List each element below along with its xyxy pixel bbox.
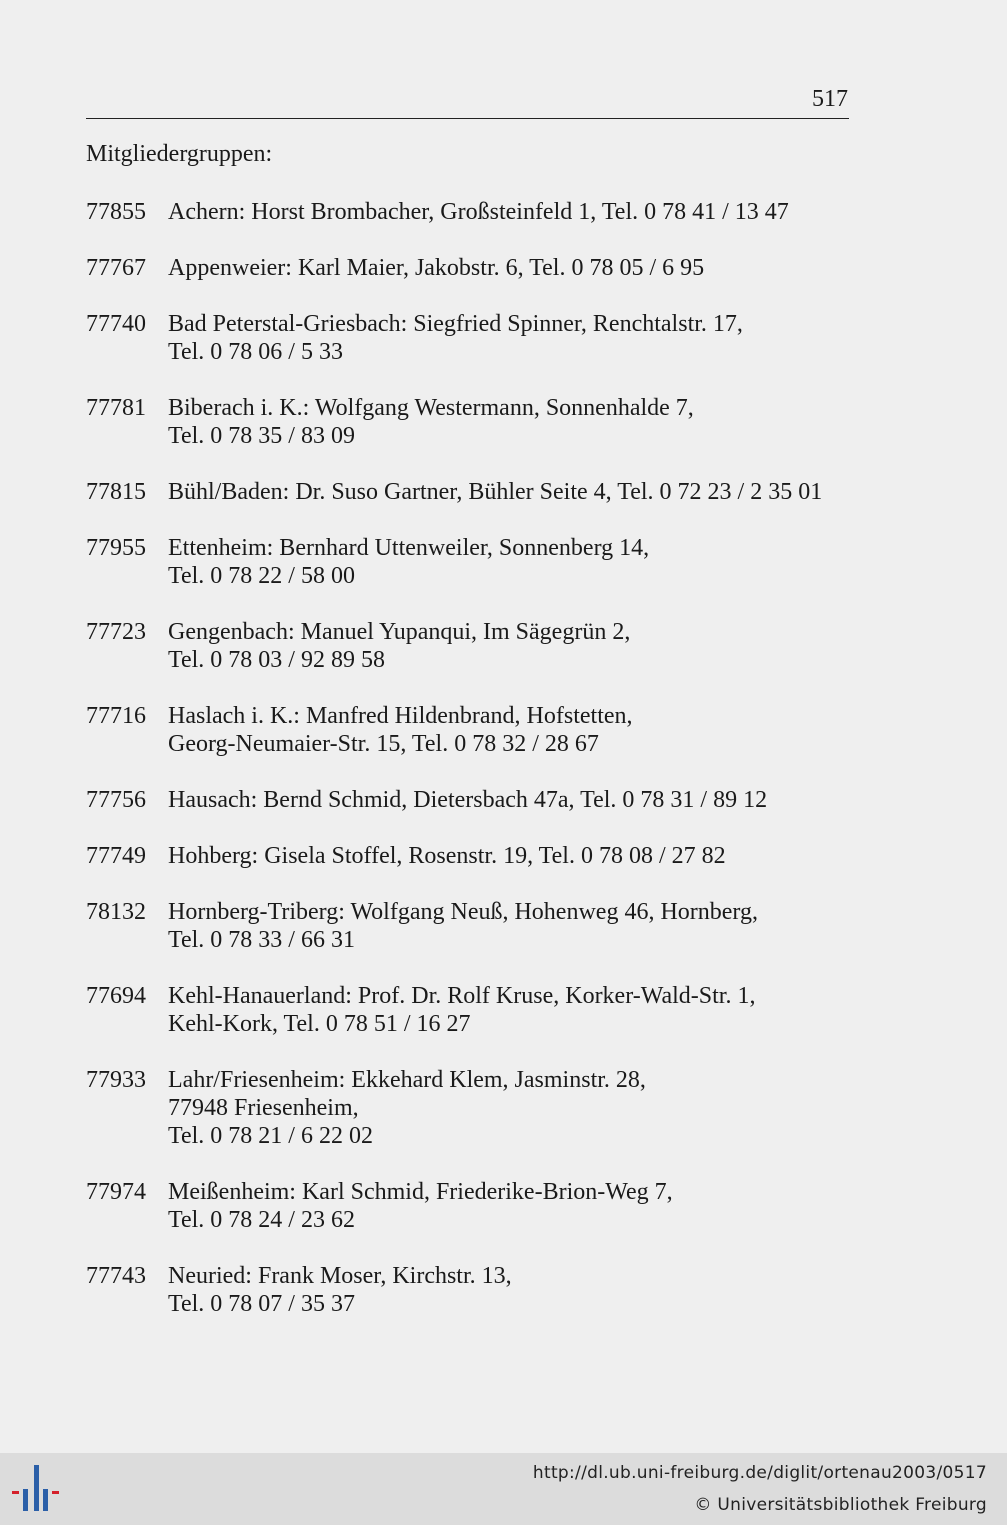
entry-text: [168, 198, 866, 226]
list-item: [86, 842, 866, 870]
entry-line: Neuried: Frank Moser, Kirchstr. 13,: [168, 1263, 512, 1289]
member-groups-list: [86, 198, 866, 1346]
entry-text: [168, 394, 866, 450]
entry-text: [168, 702, 866, 758]
entry-text: [168, 1178, 866, 1234]
entry-text: [168, 1262, 866, 1318]
entry-line: Hohberg: Gisela Stoffel, Rosenstr. 19, Tel. 0 78 08 / 27 82: [168, 843, 726, 869]
list-item: [86, 1178, 866, 1234]
entry-line: Tel. 0 78 22 / 58 00: [168, 563, 355, 589]
page-number: 517: [812, 86, 848, 112]
list-item: [86, 1262, 866, 1318]
list-item: [86, 786, 866, 814]
list-item: [86, 254, 866, 282]
list-item: [86, 198, 866, 226]
footer-copyright: © Universitätsbibliothek Freiburg: [694, 1495, 987, 1515]
entry-line: Appenweier: Karl Maier, Jakobstr. 6, Tel. 0 78 05 / 6 95: [168, 255, 705, 281]
entry-line: Biberach i. K.: Wolfgang Westermann, Sonnenhalde 7,: [168, 395, 694, 421]
entry-line: Georg-Neumaier-Str. 15, Tel. 0 78 32 / 28 67: [168, 731, 599, 757]
postal-code: 77743: [86, 1263, 146, 1289]
entry-line: Tel. 0 78 06 / 5 33: [168, 339, 343, 365]
footer-url-link[interactable]: http://dl.ub.uni-freiburg.de/diglit/ortenau2003/0517: [532, 1463, 987, 1483]
postal-code: 77974: [86, 1179, 146, 1205]
postal-code: 77781: [86, 395, 146, 421]
list-item: [86, 1066, 866, 1150]
entry-line: Tel. 0 78 35 / 83 09: [168, 423, 355, 449]
entry-text: [168, 898, 866, 954]
footer-bar: [0, 1453, 1007, 1525]
entry-line: Tel. 0 78 21 / 6 22 02: [168, 1123, 373, 1149]
entry-text: [168, 254, 866, 282]
postal-code: 77740: [86, 311, 146, 337]
list-item: [86, 534, 866, 590]
entry-text: [168, 982, 866, 1038]
entry-line: Meißenheim: Karl Schmid, Friederike-Brion-Weg 7,: [168, 1179, 673, 1205]
entry-line: Haslach i. K.: Manfred Hildenbrand, Hofstetten,: [168, 703, 633, 729]
postal-code: 77955: [86, 535, 146, 561]
postal-code: 77749: [86, 843, 146, 869]
entry-text: [168, 478, 866, 506]
list-item: [86, 478, 866, 506]
list-item: [86, 982, 866, 1038]
entry-text: [168, 534, 866, 590]
postal-code: 77716: [86, 703, 146, 729]
postal-code: 77933: [86, 1067, 146, 1093]
postal-code: 77855: [86, 199, 146, 225]
entry-line: Tel. 0 78 07 / 35 37: [168, 1291, 355, 1317]
entry-line: Bad Peterstal-Griesbach: Siegfried Spinner, Renchtalstr. 17,: [168, 311, 743, 337]
section-heading: Mitgliedergruppen:: [86, 141, 273, 167]
entry-line: Ettenheim: Bernhard Uttenweiler, Sonnenberg 14,: [168, 535, 650, 561]
entry-text: [168, 1066, 866, 1150]
postal-code: 78132: [86, 899, 146, 925]
entry-text: [168, 786, 866, 814]
postal-code: 77815: [86, 479, 146, 505]
entry-line: Tel. 0 78 03 / 92 89 58: [168, 647, 385, 673]
entry-line: 77948 Friesenheim,: [168, 1095, 359, 1121]
entry-line: Achern: Horst Brombacher, Großsteinfeld 1, Tel. 0 78 41 / 13 47: [168, 199, 789, 225]
postal-code: 77723: [86, 619, 146, 645]
entry-line: Lahr/Friesenheim: Ekkehard Klem, Jasminstr. 28,: [168, 1067, 646, 1093]
list-item: [86, 618, 866, 674]
postal-code: 77767: [86, 255, 146, 281]
entry-text: [168, 842, 866, 870]
entry-text: [168, 310, 866, 366]
list-item: [86, 394, 866, 450]
entry-text: [168, 618, 866, 674]
entry-line: Tel. 0 78 33 / 66 31: [168, 927, 355, 953]
postal-code: 77756: [86, 787, 146, 813]
entry-line: Hausach: Bernd Schmid, Dietersbach 47a, Tel. 0 78 31 / 89 12: [168, 787, 768, 813]
entry-line: Tel. 0 78 24 / 23 62: [168, 1207, 355, 1233]
entry-line: Kehl-Kork, Tel. 0 78 51 / 16 27: [168, 1011, 471, 1037]
entry-line: Kehl-Hanauerland: Prof. Dr. Rolf Kruse, Korker-Wald-Str. 1,: [168, 983, 756, 1009]
ub-freiburg-logo-icon[interactable]: [12, 1463, 64, 1515]
entry-line: Bühl/Baden: Dr. Suso Gartner, Bühler Seite 4, Tel. 0 72 23 / 2 35 01: [168, 479, 823, 505]
list-item: [86, 310, 866, 366]
list-item: [86, 898, 866, 954]
header-rule: [86, 118, 849, 119]
postal-code: 77694: [86, 983, 146, 1009]
entry-line: Hornberg-Triberg: Wolfgang Neuß, Hohenweg 46, Hornberg,: [168, 899, 758, 925]
list-item: [86, 702, 866, 758]
entry-line: Gengenbach: Manuel Yupanqui, Im Sägegrün 2,: [168, 619, 631, 645]
